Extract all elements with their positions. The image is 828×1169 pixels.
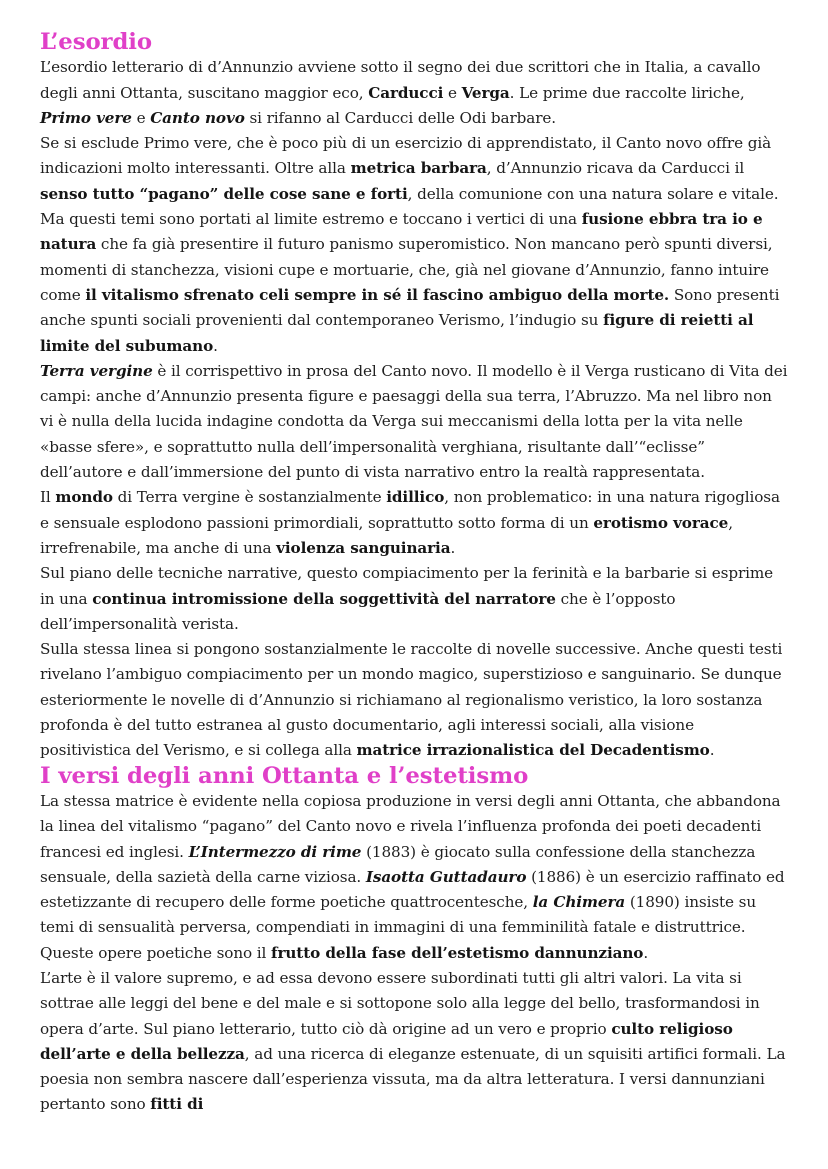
text-run: è il corrispettivo in prosa del Canto novo. Il modello è il Verga rusticano di Vita dei campi: anche d’Annunzio presenta figure e paesaggi della sua terra, l’Abruzzo. Ma nel libro non vi è nulla della lucida indagine condotta da Verga sui meccanismi della lotta per la vita nelle «basse sfere», e soprattutto nulla dell’impersonalità verghiana, risultante dall’“eclisse” dell’autore e dall’immersione del punto di vista narrativo entro la realtà rappresentata. <box>40 361 788 482</box>
text-run: e <box>443 83 462 102</box>
paragraph <box>40 637 788 763</box>
text-run: Sono presenti anche spunti sociali provenienti dal contemporaneo Verismo, l’indugio su <box>40 285 780 330</box>
work-title: L’Intermezzo di rime <box>188 842 362 861</box>
section-heading-versi-estetismo: I versi degli anni Ottanta e l’estetismo <box>40 762 529 789</box>
paragraph <box>40 941 788 966</box>
text-run: La stessa matrice è evidente nella copiosa produzione in versi degli anni Ottanta, che abbandona la linea del vitalismo “pagano” del Canto novo e rivela l’influenza profonda dei poeti decadenti francesi ed inglesi. <box>40 791 781 861</box>
bold-term: erotismo vorace <box>593 513 729 532</box>
text-run: , d’Annunzio ricava da Carducci il <box>486 159 745 178</box>
text-run: . <box>709 741 715 760</box>
bold-term: il vitalismo sfrenato celi sempre in sé il fascino ambiguo della morte. <box>85 285 670 304</box>
work-title: Primo vere <box>40 108 132 127</box>
text-run: (1883) è giocato sulla confessione della stanchezza sensuale, della sazietà della carne viziosa. <box>40 842 756 886</box>
text-run: di Terra vergine è sostanzialmente <box>112 488 387 507</box>
work-title: Isaotta Guttadauro <box>365 867 527 886</box>
bold-term: continua intromissione della soggettività del narratore <box>92 589 556 608</box>
paragraph <box>40 131 788 359</box>
text-run: , ad una ricerca di eleganze estenuate, di un squisiti artifici formali. La poesia non sembra nascere dall’esperienza vissuta, ma da altra letteratura. I versi dannunziani pertanto sono <box>40 1044 786 1114</box>
bold-term: figure di reietti al limite del subumano <box>40 311 754 355</box>
bold-term: senso tutto “pagano” delle cose sane e forti <box>40 184 408 203</box>
paragraph <box>40 966 788 1118</box>
bold-term: fusione ebbra tra io e natura <box>40 210 763 254</box>
text-run: (1890) insiste su temi di sensualità perversa, compendiati in immagini di una femminilità fatale e distruttrice. <box>40 893 757 937</box>
bold-term: fitti di <box>150 1095 204 1114</box>
text-run: . <box>213 336 218 355</box>
work-title: Canto novo <box>150 108 245 127</box>
work-title: Terra vergine <box>40 361 153 380</box>
bold-term: matrice irrazionalistica del Decadentismo <box>356 741 710 760</box>
bold-term: violenza sanguinaria <box>276 538 451 557</box>
text-run: . <box>643 943 649 962</box>
bold-term: idillico <box>386 488 445 507</box>
text-run: Sul piano delle tecniche narrative, questo compiacimento per la ferinità e la barbarie si esprime in una <box>40 564 774 608</box>
text-run: , della comunione con una natura solare e vitale. Ma questi temi sono portati al limite estremo e toccano i vertici di una <box>40 184 779 229</box>
text-run: , irrefrenabile, ma anche di una <box>40 513 733 557</box>
text-run: L’arte è il valore supremo, e ad essa devono essere subordinati tutti gli altri valori. La vita si sottrae alle leggi del bene e del male e si sottopone solo alla legge del bello, trasformandosi in opera d’arte. Sul piano letterario, tutto ciò dà origine ad un vero e proprio <box>40 968 760 1038</box>
bold-term: Verga <box>461 83 510 102</box>
text-run: (1886) è un esercizio raffinato ed estetizzante di recupero delle forme poetiche quattrocentesche, <box>40 867 785 912</box>
paragraph <box>40 789 788 941</box>
bold-term: culto religioso dell’arte e della bellezza <box>40 1019 733 1063</box>
bold-term: Carducci <box>368 83 444 102</box>
text-run: L’esordio letterario di d’Annunzio avviene sotto il segno dei due scrittori che in Italia, a cavallo degli anni Ottanta, suscitano maggior eco, <box>40 58 761 102</box>
text-run: Se si esclude Primo vere, che è poco più di un esercizio di apprendistato, il Canto novo offre già indicazioni molto interessanti. Oltre alla <box>40 134 772 178</box>
bold-term: mondo <box>55 488 113 507</box>
text-run: si rifanno al Carducci delle Odi barbare. <box>244 108 557 127</box>
text-run: , non problematico: in una natura rigogliosa e sensuale esplodono passioni primordiali, soprattutto sotto forma di un <box>40 488 780 532</box>
paragraph <box>40 55 788 131</box>
text-run: che fa già presentire il futuro panismo superomistico. Non mancano però spunti diversi, momenti di stanchezza, visioni cupe e mortuarie, che, già nel giovane d’Annunzio, fanno intuire come <box>40 235 773 304</box>
text-run: che è l’opposto dell’impersonalità verista. <box>40 589 676 633</box>
text-run: e <box>131 108 151 127</box>
paragraph <box>40 485 788 561</box>
work-title: la Chimera <box>532 893 626 912</box>
paragraph <box>40 359 788 485</box>
paragraph <box>40 561 788 637</box>
bold-term: metrica barbara <box>350 159 487 178</box>
bold-term: frutto della fase dell’estetismo dannunziano <box>271 943 644 962</box>
text-run: Sulla stessa linea si pongono sostanzialmente le raccolte di novelle successive. Anche questi testi rivelano l’ambiguo compiacimento per un mondo magico, superstizioso e sanguinario. Se dunque esteriormente le novelle di d’Annunzio si richiamano al regionalismo veristico, la loro sostanza profonda è del tutto estranea al gusto documentario, agli interessi sociali, alla visione positivistica del Verismo, e si collega alla <box>40 640 783 760</box>
text-run: Il <box>40 488 56 507</box>
text-run: . Le prime due raccolte liriche, <box>509 83 745 102</box>
text-run: Queste opere poetiche sono il <box>40 943 272 962</box>
text-run: . <box>450 538 456 557</box>
section-heading-esordio: L’esordio <box>40 29 152 55</box>
